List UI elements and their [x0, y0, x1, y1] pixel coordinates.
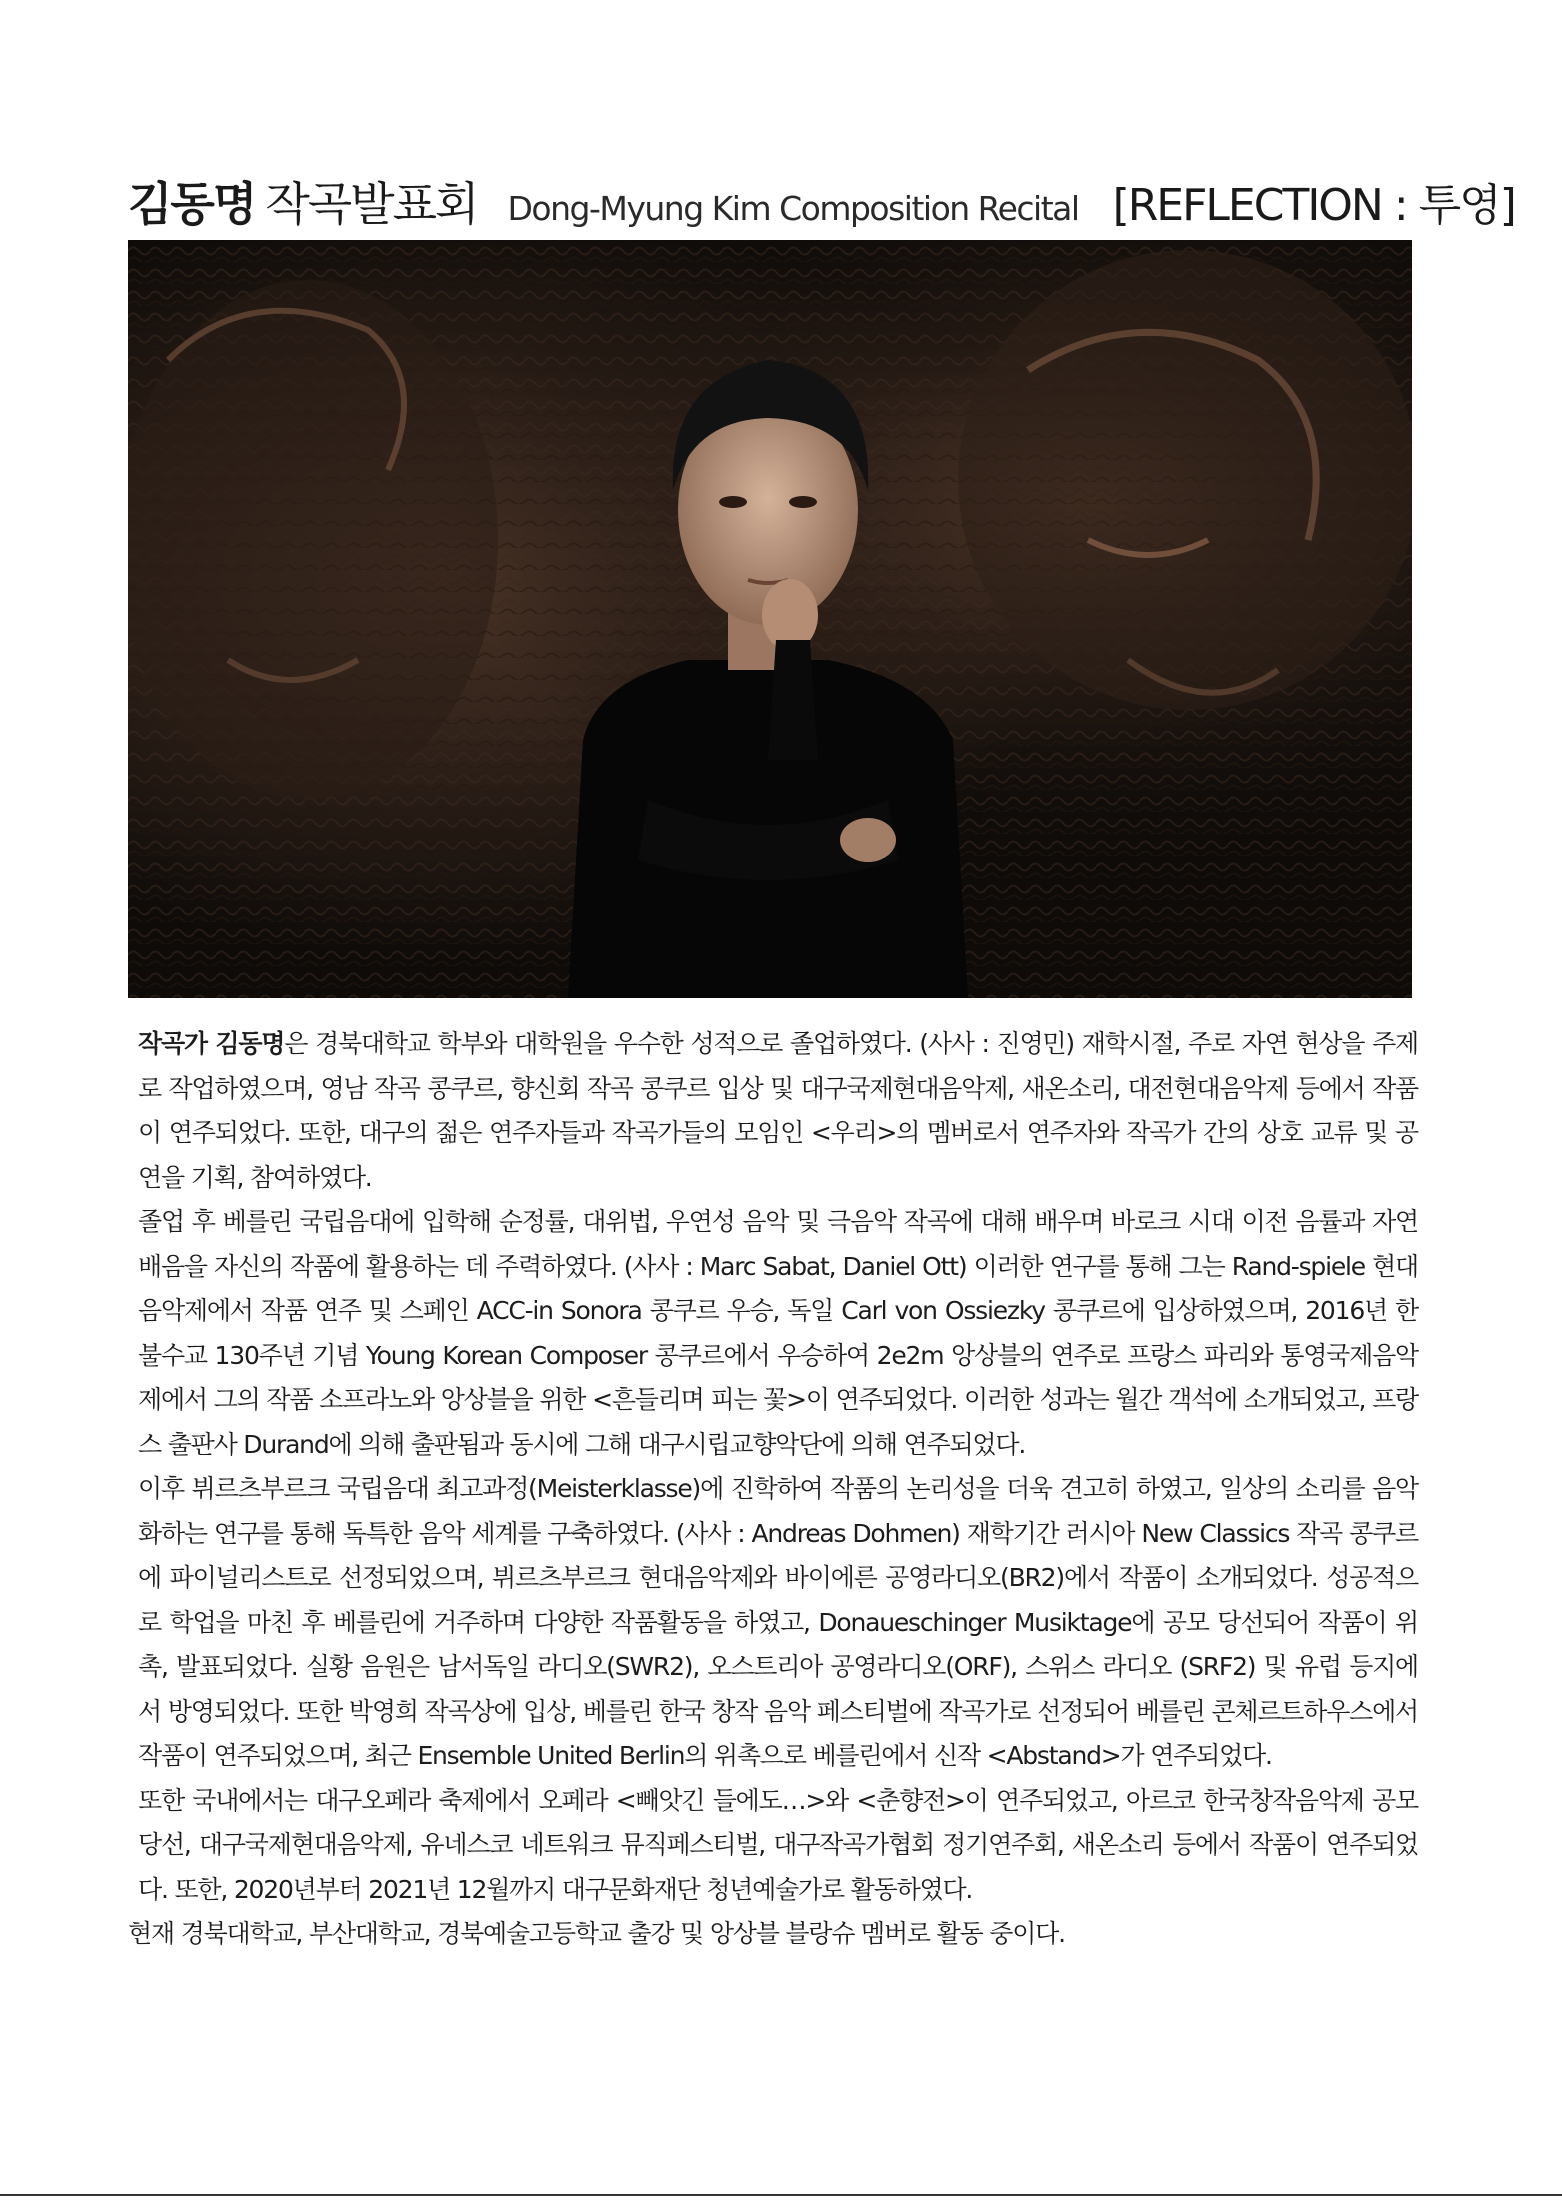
bio-paragraph-2: 졸업 후 베를린 국립음대에 입학해 순정률, 대위법, 우연성 음악 및 극음악 작곡에 대해 배우며 바로크 시대 이전 음률과 자연배음을 자신의 작품에 활용하는 데 주력하였다. (사사 : Marc Sabat, Daniel Ott) 이러한 연구를 통해 그는 Rand-spiele 현대음악제에서 작품 연주 및 스페인 ACC-in Sonora 콩쿠르 우승, 독일 Carl von Ossiezky 콩쿠르에 입상하였으며, 2016년 한불수교 130주년 기념 Young Korean Composer 콩쿠르에서 우승하여 2e2m 앙상블의 연주로 프랑스 파리와 통영국제음악제에서 그의 작품 소프라노와 앙상블을 위한 <흔들리며 피는 꽃>이 연주되었다. 이러한 성과는 월간 객석에 소개되었고, 프랑스 출판사 Durand에 의해 출판됨과 동시에 그해 대구시립교향악단에 의해 연주되었다.: [138, 1207, 1418, 1459]
title-composer-name: 김동명: [128, 177, 256, 231]
title-recital-english: Dong-Myung Kim Composition Recital: [507, 189, 1079, 228]
bio-paragraph-1: [128, 1022, 1418, 1200]
footer-rule: [0, 2194, 1562, 2196]
portrait-illustration: [128, 240, 1412, 998]
title-program-tag: [REFLECTION : 투영]: [1112, 180, 1515, 231]
bio-paragraph-3: 이후 뷔르츠부르크 국립음대 최고과정(Meisterklasse)에 진학하여 작품의 논리성을 더욱 견고히 하였고, 일상의 소리를 음악화하는 연구를 통해 독특한 음악 세계를 구축하였다. (사사 : Andreas Dohmen) 재학기간 러시아 New Classics 작곡 콩쿠르에 파이널리스트로 선정되었으며, 뷔르츠부르크 현대음악제와 바이에른 공영라디오(BR2)에서 작품이 소개되었다. 성공적으로 학업을 마친 후 베를린에 거주하며 다양한 작품활동을 하였고, Donaueschinger Musiktage에 공모 당선되어 작품이 위촉, 발표되었다. 실황 음원은 남서독일 라디오(SWR2), 오스트리아 공영라디오(ORF), 스위스 라디오 (SRF2) 및 유럽 등지에서 방영되었다. 또한 박영희 작곡상에 입상, 베를린 한국 창작 음악 페스티벌에 작곡가로 선정되어 베를린 콘체르트하우스에서 작품이 연주되었으며, 최근 Ensemble United Berlin의 위촉으로 베를린에서 신작 <Abstand>가 연주되었다.: [138, 1474, 1418, 1770]
composer-biography: [128, 1022, 1418, 1957]
bio-paragraph-1-text: 은 경북대학교 학부와 대학원을 우수한 성적으로 졸업하였다. (사사 : 진영민) 재학시절, 주로 자연 현상을 주제로 작업하였으며, 영남 작곡 콩쿠르, 향신회 작곡 콩쿠르 입상 및 대구국제현대음악제, 새온소리, 대전현대음악제 등에서 작품이 연주되었다. 또한, 대구의 젊은 연주자들과 작곡가들의 모임인 <우리>의 멤버로서 연주자와 작곡가 간의 상호 교류 및 공연을 기획, 참여하였다.: [138, 1029, 1418, 1192]
bio-paragraph-5: 현재 경북대학교, 부산대학교, 경북예술고등학교 출강 및 앙상블 블랑슈 멤버로 활동 중이다.: [128, 1919, 1065, 1948]
title-recital-korean: 작곡발표회: [265, 177, 478, 231]
bio-paragraph-4: 또한 국내에서는 대구오페라 축제에서 오페라 <빼앗긴 들에도…>와 <춘향전>이 연주되었고, 아르코 한국창작음악제 공모 당선, 대구국제현대음악제, 유네스코 네트워크 뮤직페스티벌, 대구작곡가협회 정기연주회, 새온소리 등에서 작품이 연주되었다. 또한, 2020년부터 2021년 12월까지 대구문화재단 청년예술가로 활동하였다.: [138, 1785, 1418, 1904]
bio-lead-bold: 작곡가 김동명: [138, 1029, 285, 1058]
page-title: [128, 168, 1515, 231]
composer-portrait-photo: [128, 240, 1412, 998]
